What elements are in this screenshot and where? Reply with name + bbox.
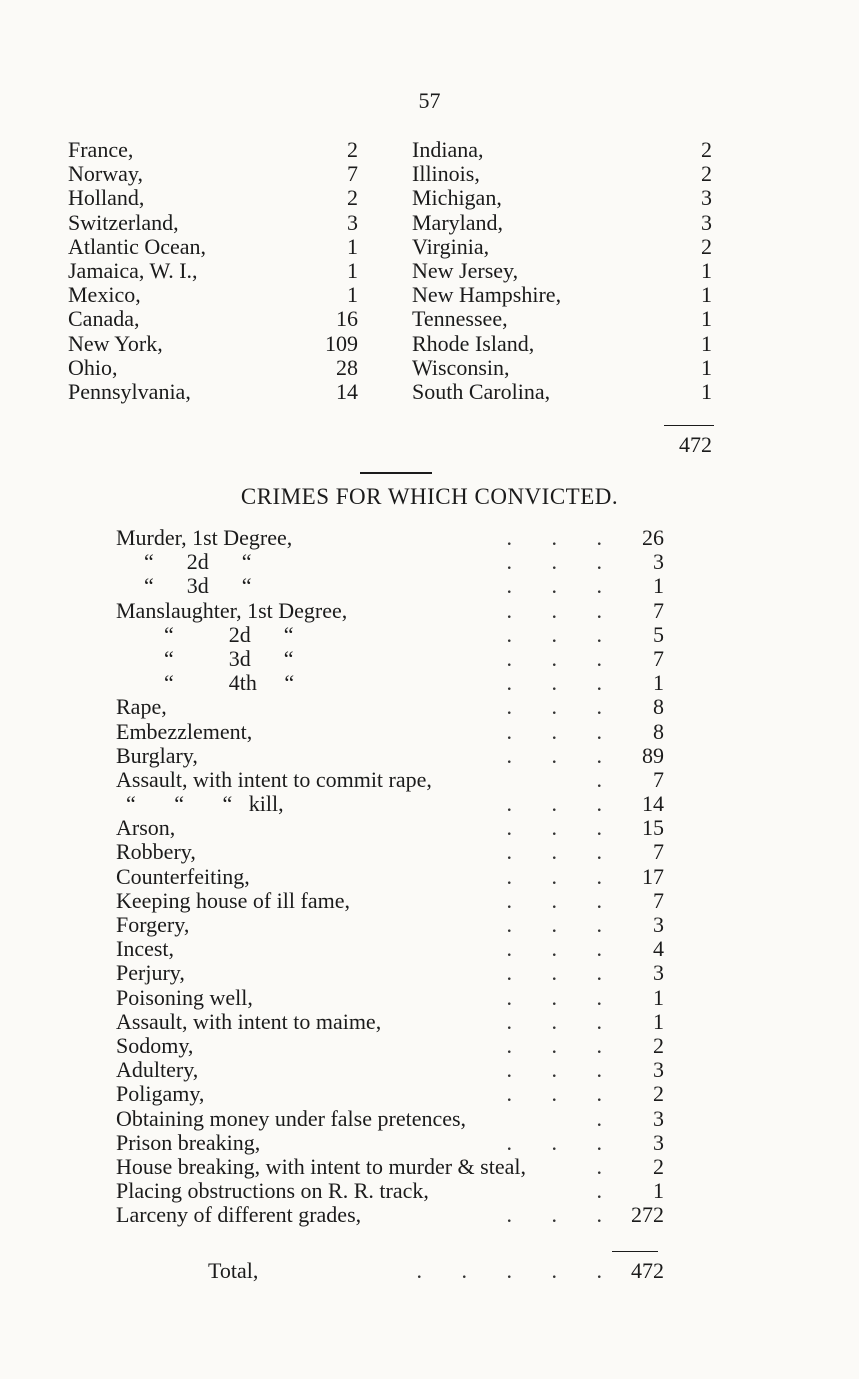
leader-dots: . . . (506, 1008, 604, 1034)
crime-row (116, 1034, 664, 1058)
crime-row (116, 913, 664, 937)
crime-label: Obtaining money under false pretences, (116, 1105, 467, 1131)
leader-dots: . . . (506, 912, 604, 937)
crimes-total-label: Total, (208, 1258, 259, 1283)
nativity-row (412, 138, 712, 162)
crime-label: “ 2d “ (164, 621, 294, 647)
crime-row (116, 1179, 664, 1203)
place-count: 1 (701, 354, 712, 380)
crime-row (116, 1010, 664, 1034)
crime-count: 1 (653, 1178, 664, 1204)
nativity-row (68, 380, 358, 404)
crimes-list (116, 526, 664, 1227)
nativity-row (68, 332, 358, 356)
crime-count: 3 (653, 912, 664, 937)
crime-row (116, 865, 664, 889)
crime-count: 2 (653, 1032, 664, 1058)
nativity-row (412, 162, 712, 186)
crime-row (116, 792, 664, 816)
leader-dots: . . . (506, 984, 604, 1010)
leader-dots: . . . (506, 1129, 604, 1155)
nativity-row (68, 356, 358, 380)
crime-count: 7 (653, 766, 664, 792)
crime-label: Placing obstructions on R. R. track, (116, 1178, 429, 1204)
crime-label: Keeping house of ill fame, (116, 887, 350, 913)
crime-row (116, 526, 664, 550)
nativity-row (412, 332, 712, 356)
crime-count: 4 (653, 936, 664, 962)
leader-dots: . . . (506, 525, 604, 550)
crime-row (116, 599, 664, 623)
crime-row (116, 574, 664, 598)
crime-label: Poligamy, (116, 1081, 205, 1107)
crime-row (116, 550, 664, 574)
crime-count: 1 (653, 1008, 664, 1034)
crime-row (116, 1058, 664, 1082)
place-count: 28 (336, 354, 358, 380)
crime-count: 7 (653, 597, 664, 623)
nativity-row (412, 186, 712, 210)
crime-label: “ “ “ kill, (126, 791, 284, 817)
crime-label: Assault, with intent to commit rape, (116, 766, 432, 792)
nativity-row (412, 380, 712, 404)
place-name: Norway, (68, 161, 143, 187)
place-name: Illinois, (412, 161, 480, 187)
nativity-row (68, 283, 358, 307)
crime-label: Murder, 1st Degree, (116, 525, 293, 550)
page-number: 57 (418, 88, 441, 113)
nativity-row (412, 259, 712, 283)
leader-dots: . . . (506, 839, 604, 865)
crime-row (116, 1203, 664, 1227)
nativity-row (68, 259, 358, 283)
crime-label: Adultery, (116, 1057, 199, 1083)
crime-row (116, 1082, 664, 1106)
crimes-heading: CRIMES FOR WHICH CONVICTED. (240, 484, 619, 509)
nativity-total-rule (664, 425, 714, 426)
crime-label: “ 2d “ (144, 549, 252, 575)
section-divider (360, 472, 432, 474)
nativity-row (68, 186, 358, 210)
place-count: 2 (701, 161, 712, 187)
leader-dots: . . . (506, 549, 604, 575)
crime-label: Poisoning well, (116, 984, 253, 1010)
place-count: 14 (336, 378, 358, 404)
crime-count: 5 (653, 621, 664, 647)
crime-label: Embezzlement, (116, 718, 253, 744)
crimes-total-row (116, 1258, 664, 1284)
crime-label: Sodomy, (116, 1032, 194, 1058)
place-name: Indiana, (412, 137, 484, 162)
place-count: 3 (701, 185, 712, 211)
crime-count: 7 (653, 645, 664, 671)
place-name: New Jersey, (412, 257, 519, 283)
crime-label: Perjury, (116, 960, 185, 986)
place-count: 1 (701, 378, 712, 404)
place-name: Maryland, (412, 209, 504, 235)
place-name: Ohio, (68, 354, 118, 380)
place-count: 1 (701, 257, 712, 283)
place-name: Switzerland, (68, 209, 179, 235)
place-count: 2 (701, 137, 712, 162)
crime-label: Counterfeiting, (116, 863, 250, 889)
crime-count: 272 (631, 1202, 664, 1228)
nativity-row (412, 356, 712, 380)
leader-dots: . . . (506, 815, 604, 841)
crime-row (116, 768, 664, 792)
place-name: Pennsylvania, (68, 378, 191, 404)
place-count: 7 (347, 161, 358, 187)
place-count: 3 (701, 209, 712, 235)
nativity-row (68, 235, 358, 259)
crime-label: Incest, (116, 936, 175, 962)
crime-count: 1 (653, 984, 664, 1010)
crime-row (116, 1131, 664, 1155)
place-name: Tennessee, (412, 306, 508, 332)
leader-dots: . . . (506, 645, 604, 671)
place-count: 1 (347, 233, 358, 259)
crime-count: 15 (642, 815, 664, 841)
place-count: 16 (336, 306, 358, 332)
leader-dots: . (596, 1178, 604, 1204)
crimes-total-rule (612, 1251, 658, 1252)
crime-count: 1 (653, 573, 664, 599)
leader-dots: . . . (506, 936, 604, 962)
crime-count: 1 (653, 670, 664, 696)
crime-label: Robbery, (116, 839, 196, 865)
crime-row (116, 1155, 664, 1179)
place-name: Jamaica, W. I., (68, 257, 198, 283)
place-name: Atlantic Ocean, (68, 233, 207, 259)
place-count: 1 (701, 306, 712, 332)
nativity-row (68, 138, 358, 162)
place-name: Mexico, (68, 282, 141, 308)
nativity-table (0, 138, 859, 438)
place-count: 1 (701, 330, 712, 356)
crimes-total-value: 472 (631, 1258, 664, 1283)
nativity-row (68, 307, 358, 331)
leader-dots: . . . (506, 1032, 604, 1058)
nativity-row (412, 211, 712, 235)
crime-label: Rape, (116, 694, 167, 720)
crime-row (116, 695, 664, 719)
place-name: New Hampshire, (412, 282, 562, 308)
place-name: New York, (68, 330, 163, 356)
leader-dots: . (596, 1105, 604, 1131)
leader-dots: . . . (506, 791, 604, 817)
crime-row (116, 816, 664, 840)
crime-row (116, 744, 664, 768)
leader-dots: . . . (506, 863, 604, 889)
leader-dots: . . . (506, 960, 604, 986)
place-name: Holland, (68, 185, 145, 211)
place-count: 2 (347, 185, 358, 211)
crime-row (116, 937, 664, 961)
place-count: 2 (701, 233, 712, 259)
place-count: 1 (701, 282, 712, 308)
leader-dots: . . . (506, 1081, 604, 1107)
leader-dots: . . . (506, 621, 604, 647)
crime-count: 3 (653, 1129, 664, 1155)
crime-label: “ 3d “ (144, 573, 252, 599)
nativity-total: 472 (679, 432, 712, 457)
crime-label: “ 4th “ (164, 670, 295, 696)
crime-count: 3 (653, 1105, 664, 1131)
crime-label: House breaking, with intent to murder & steal, (116, 1153, 526, 1179)
crime-count: 26 (642, 525, 664, 550)
place-name: Rhode Island, (412, 330, 535, 356)
nativity-row (68, 211, 358, 235)
crime-row (116, 1107, 664, 1131)
leader-dots: . . . (506, 718, 604, 744)
nativity-left-column (68, 138, 358, 404)
place-name: Wisconsin, (412, 354, 510, 380)
crime-count: 8 (653, 718, 664, 744)
leader-dots: . . . (506, 742, 604, 768)
crime-count: 8 (653, 694, 664, 720)
place-name: Michigan, (412, 185, 502, 211)
crime-label: Manslaughter, 1st Degree, (116, 597, 348, 623)
leader-dots: . . . (506, 597, 604, 623)
nativity-row (68, 162, 358, 186)
crime-label: Burglary, (116, 742, 198, 768)
crime-count: 3 (653, 960, 664, 986)
nativity-row (412, 307, 712, 331)
leader-dots: . . . . . (416, 1258, 604, 1283)
crime-row (116, 986, 664, 1010)
place-count: 2 (347, 137, 358, 162)
crime-row (116, 961, 664, 985)
place-name: South Carolina, (412, 378, 551, 404)
place-name: Canada, (68, 306, 140, 332)
crime-count: 3 (653, 1057, 664, 1083)
crime-count: 89 (642, 742, 664, 768)
crime-count: 14 (642, 791, 664, 817)
crime-row (116, 720, 664, 744)
crime-label: Larceny of different grades, (116, 1202, 362, 1228)
crime-row (116, 623, 664, 647)
crime-count: 3 (653, 549, 664, 575)
leader-dots: . (596, 1153, 604, 1179)
crime-count: 2 (653, 1153, 664, 1179)
place-count: 109 (325, 330, 358, 356)
crime-count: 7 (653, 887, 664, 913)
crime-count: 17 (642, 863, 664, 889)
nativity-row (412, 283, 712, 307)
crime-row (116, 671, 664, 695)
leader-dots: . . . (506, 573, 604, 599)
leader-dots: . . . (506, 694, 604, 720)
crime-count: 7 (653, 839, 664, 865)
leader-dots: . (596, 766, 604, 792)
crime-count: 2 (653, 1081, 664, 1107)
crime-label: Assault, with intent to maime, (116, 1008, 382, 1034)
crime-row (116, 647, 664, 671)
nativity-right-column (412, 138, 712, 404)
crime-label: “ 3d “ (164, 645, 294, 671)
leader-dots: . . . (506, 887, 604, 913)
place-count: 1 (347, 257, 358, 283)
leader-dots: . . . (506, 670, 604, 696)
leader-dots: . . . (506, 1202, 604, 1228)
crime-row (116, 889, 664, 913)
place-name: Virginia, (412, 233, 490, 259)
place-count: 1 (347, 282, 358, 308)
place-count: 3 (347, 209, 358, 235)
place-name: France, (68, 137, 134, 162)
crime-row (116, 840, 664, 864)
crime-label: Prison breaking, (116, 1129, 261, 1155)
crime-label: Forgery, (116, 912, 190, 937)
nativity-row (412, 235, 712, 259)
crime-label: Arson, (116, 815, 176, 841)
leader-dots: . . . (506, 1057, 604, 1083)
